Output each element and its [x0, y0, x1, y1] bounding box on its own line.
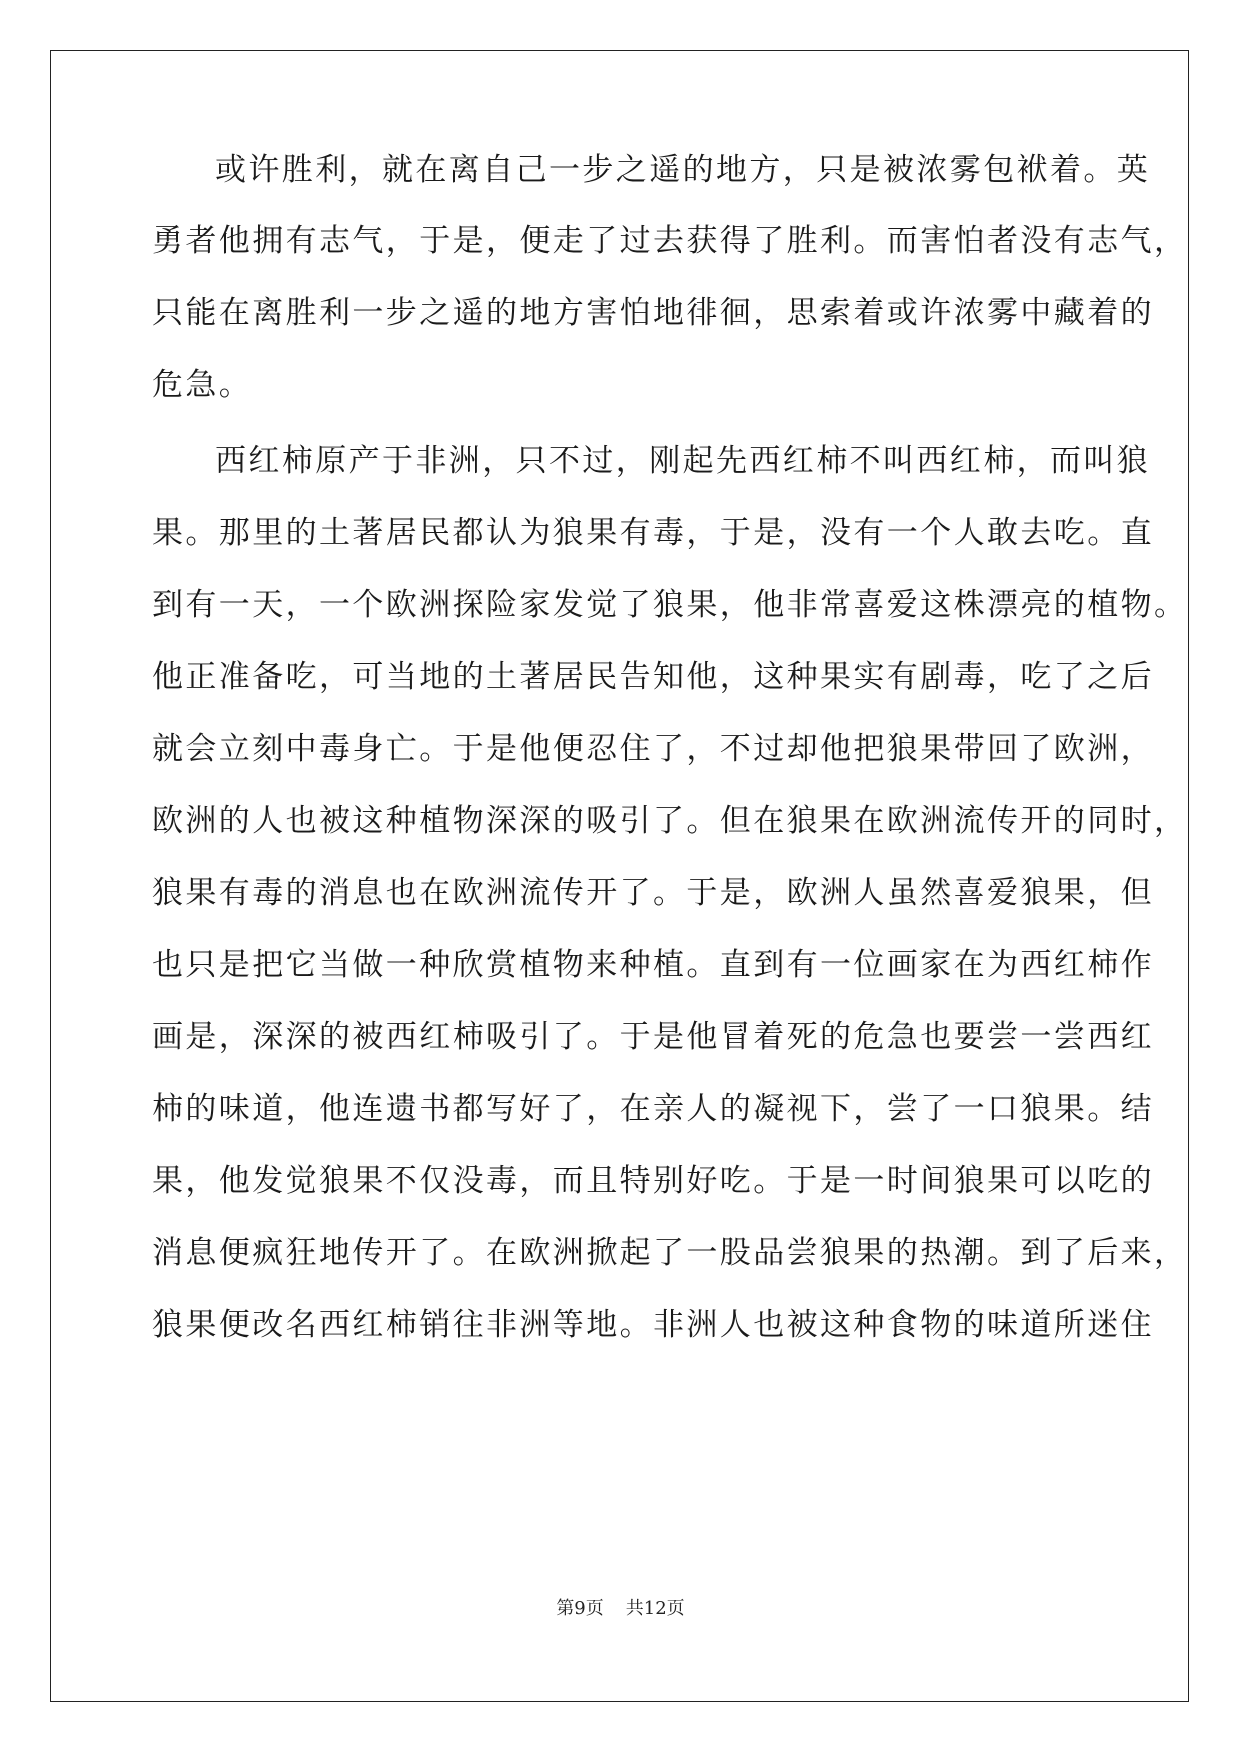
paragraph-2-line-6: 欧洲的人也被这种植物深深的吸引了。但在狼果在欧洲流传开的同时，: [152, 803, 1188, 839]
page-total: 共12页: [625, 1598, 685, 1619]
page-number: 第9页: [556, 1598, 604, 1619]
paragraph-2-line-3: 到有一天，一个欧洲探险家发觉了狼果，他非常喜爱这株漂亮的植物。: [152, 587, 1188, 623]
paragraph-2-line-2: 果。那里的土著居民都认为狼果有毒，于是，没有一个人敢去吃。直: [152, 515, 1154, 551]
paragraph-2-line-13: 狼果便改名西红柿销往非洲等地。非洲人也被这种食物的味道所迷住: [152, 1307, 1154, 1343]
paragraph-2-line-9: 画是，深深的被西红柿吸引了。于是他冒着死的危急也要尝一尝西红: [152, 1019, 1154, 1055]
paragraph-1-line-4: 危急。: [152, 367, 253, 403]
paragraph-1-line-2: 勇者他拥有志气，于是，便走了过去获得了胜利。而害怕者没有志气，: [152, 223, 1188, 259]
paragraph-1-line-1: 或许胜利，就在离自己一步之遥的地方，只是被浓雾包袱着。英: [215, 152, 1151, 188]
paragraph-2-line-1: 西红柿原产于非洲，只不过，刚起先西红柿不叫西红柿，而叫狼: [215, 443, 1151, 479]
paragraph-2-line-8: 也只是把它当做一种欣赏植物来种植。直到有一位画家在为西红柿作: [152, 947, 1154, 983]
paragraph-2-line-7: 狼果有毒的消息也在欧洲流传开了。于是，欧洲人虽然喜爱狼果，但: [152, 875, 1154, 911]
paragraph-2-line-10: 柿的味道，他连遗书都写好了，在亲人的凝视下，尝了一口狼果。结: [152, 1091, 1154, 1127]
page-footer: [0, 1598, 1241, 1620]
paragraph-2-line-12: 消息便疯狂地传开了。在欧洲掀起了一股品尝狼果的热潮。到了后来，: [152, 1235, 1188, 1271]
paragraph-1-line-3: 只能在离胜利一步之遥的地方害怕地徘徊，思索着或许浓雾中藏着的: [152, 295, 1154, 331]
paragraph-2-line-4: 他正准备吃，可当地的土著居民告知他，这种果实有剧毒，吃了之后: [152, 659, 1154, 695]
paragraph-2-line-11: 果，他发觉狼果不仅没毒，而且特别好吃。于是一时间狼果可以吃的: [152, 1163, 1154, 1199]
paragraph-2-line-5: 就会立刻中毒身亡。于是他便忍住了，不过却他把狼果带回了欧洲，: [152, 731, 1154, 767]
